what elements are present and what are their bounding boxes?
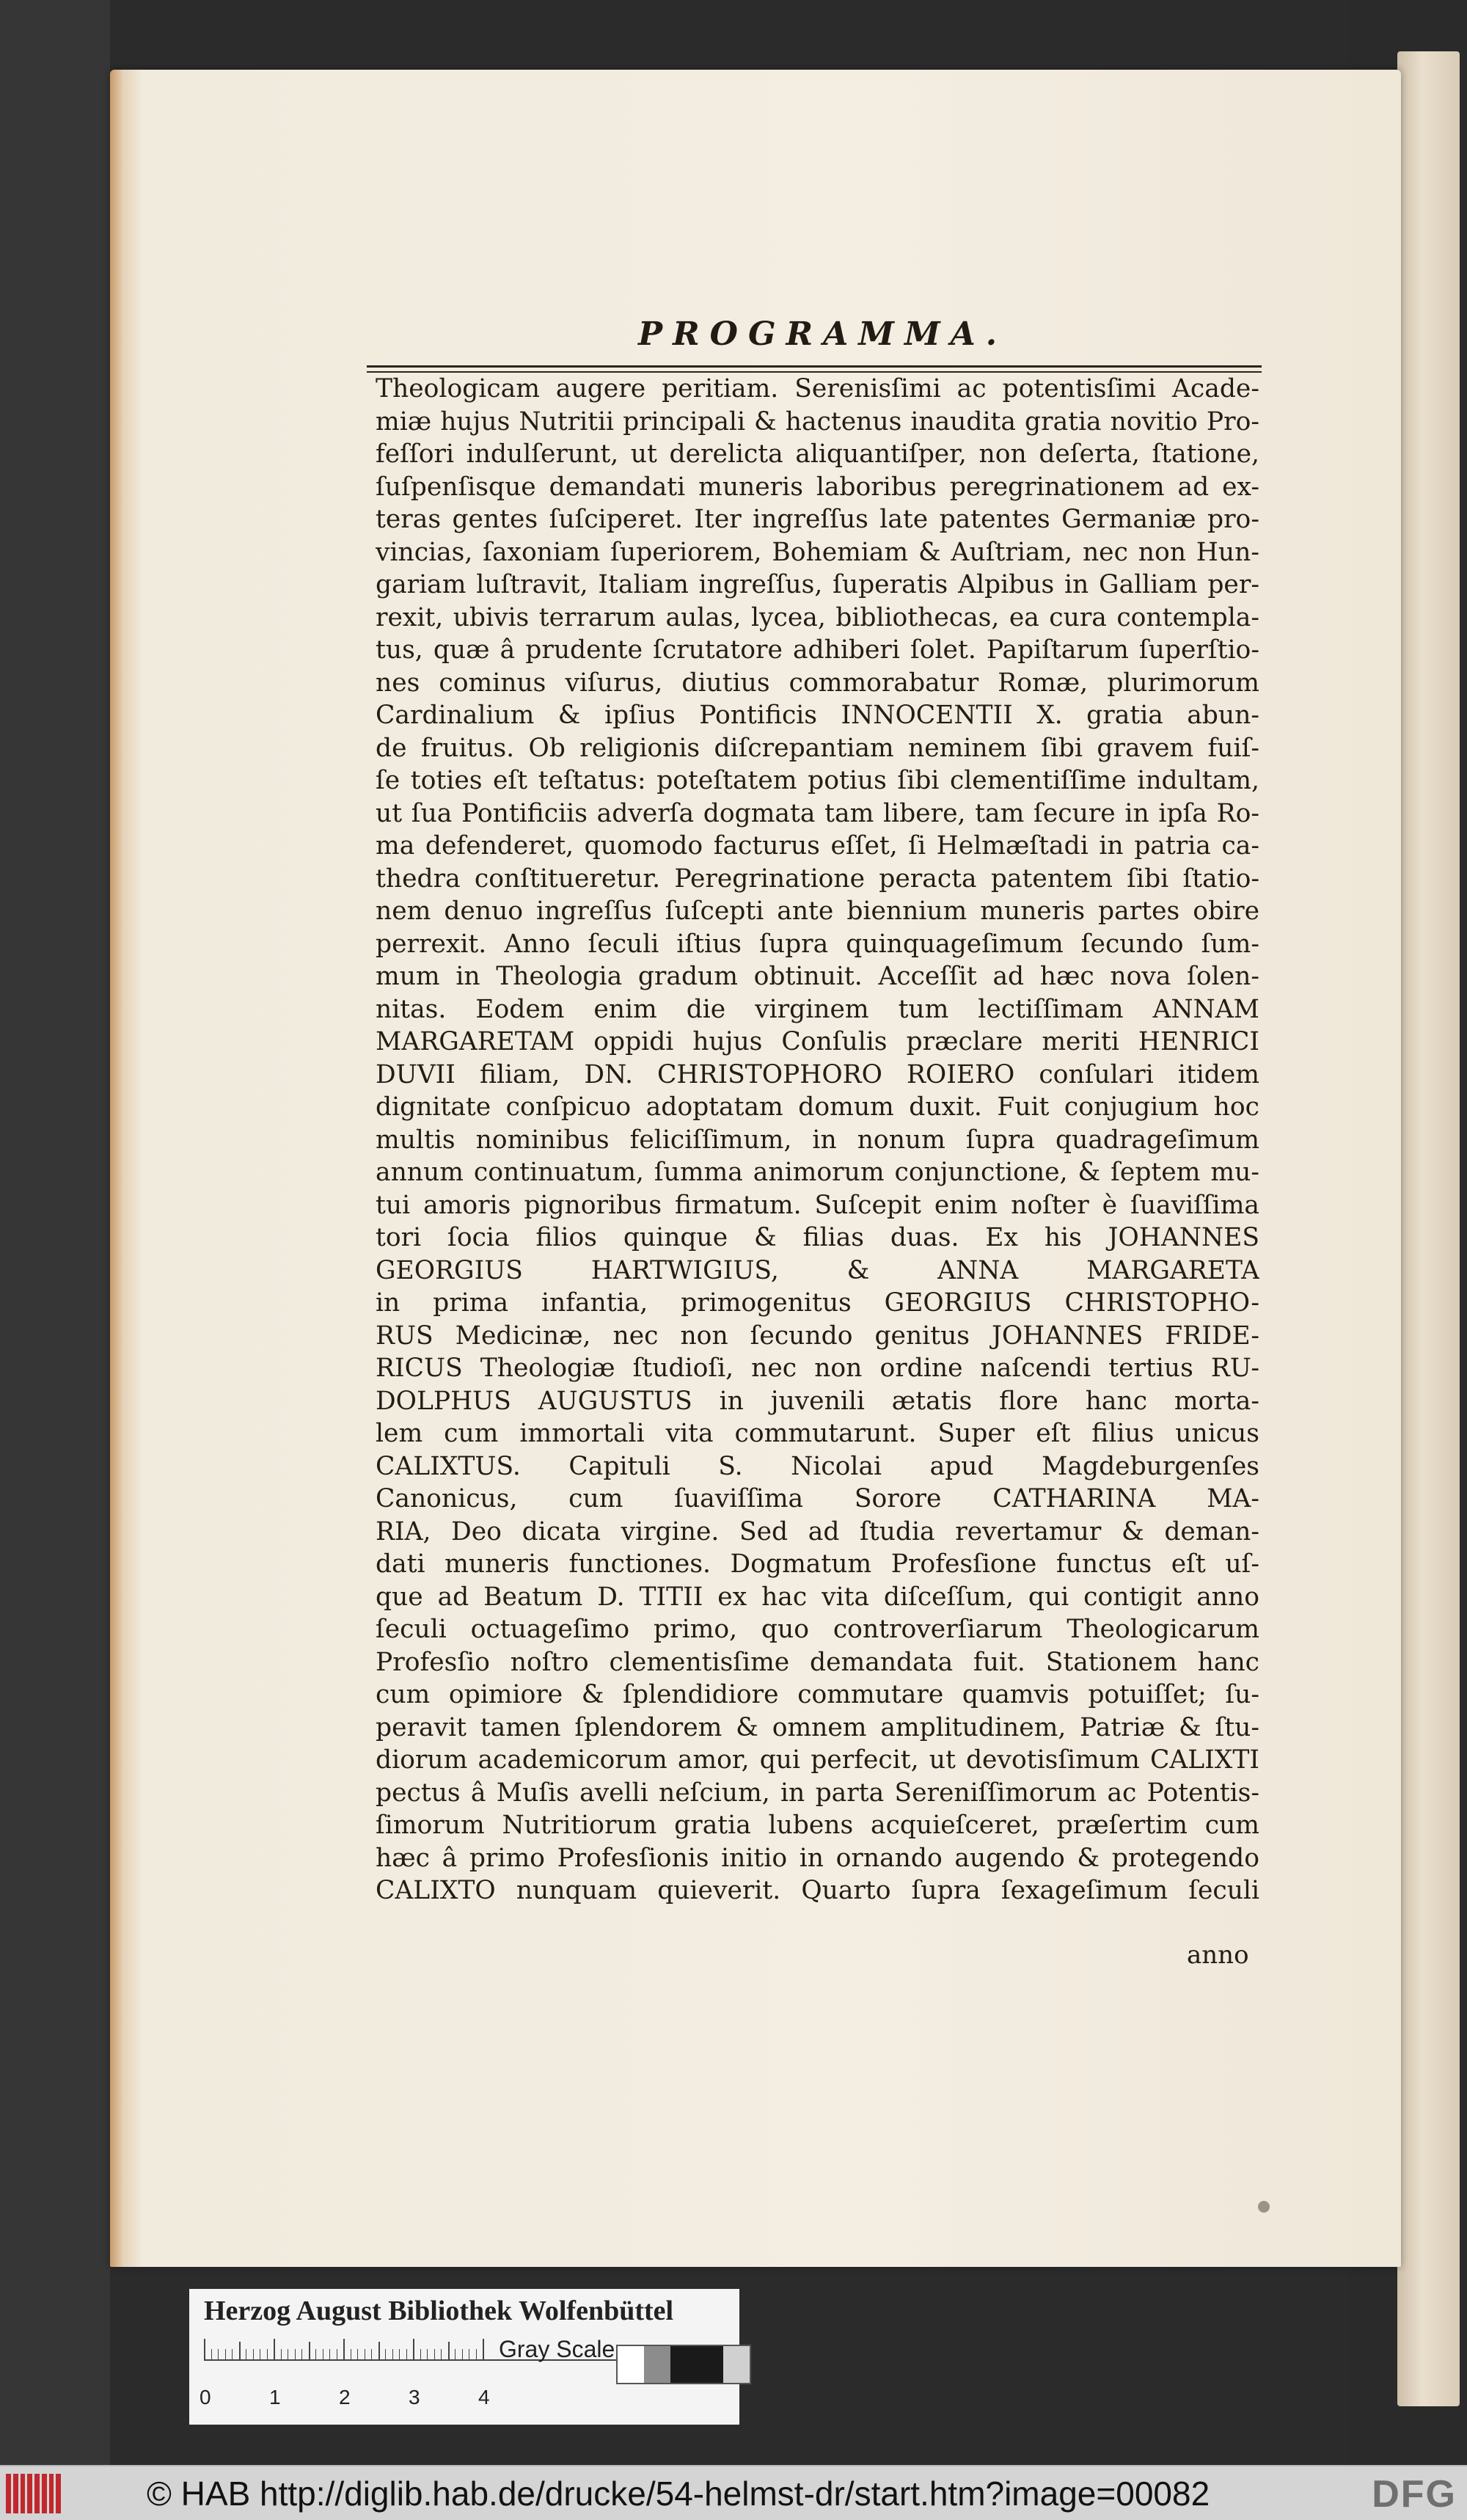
library-name: Herzog August Bibliothek Wolfenbüttel bbox=[204, 2296, 674, 2326]
gray-swatches bbox=[616, 2345, 751, 2384]
ruler-tick bbox=[204, 2339, 205, 2359]
text-line: ſuſpenſisque demandati muneris laboribus peregrinationem ad ex- bbox=[376, 472, 1259, 502]
text-line: ſe toties eſt teſtatus: poteſtatem potius ſibi clementiſſime indultam, bbox=[376, 766, 1259, 795]
text-line: Canonicus, cum ſuaviſſima Sorore CATHARINA MA- bbox=[376, 1484, 1259, 1513]
text-line: RIA, Deo dicata virgine. Sed ad ſtudia revertamur & deman- bbox=[376, 1516, 1259, 1546]
ruler-tick bbox=[413, 2339, 414, 2359]
ruler-tick bbox=[211, 2349, 212, 2359]
text-line: CALIXTUS. Capituli S. Nicolai apud Magdeburgenſes bbox=[376, 1451, 1259, 1481]
scale-number: 4 bbox=[478, 2386, 490, 2408]
ruler-tick bbox=[434, 2349, 435, 2359]
ruler-tick bbox=[399, 2349, 400, 2359]
text-line: RUS Medicinæ, nec non ſecundo genitus JOHANNES FRIDE- bbox=[376, 1321, 1259, 1351]
text-line: DUVII filiam, DN. CHRISTOPHORO ROIERO conſulari itidem bbox=[376, 1059, 1259, 1089]
ruler-tick bbox=[281, 2349, 282, 2359]
ruler-tick bbox=[295, 2349, 296, 2359]
ruler-tick bbox=[483, 2339, 484, 2359]
text-line: miæ hujus Nutritii principali & hactenus inaudita gratia novitio Pro- bbox=[376, 406, 1259, 437]
gray-swatch bbox=[723, 2346, 750, 2383]
ruler-tick bbox=[392, 2349, 393, 2359]
ruler-tick bbox=[455, 2349, 456, 2359]
gray-swatch bbox=[670, 2346, 697, 2383]
text-line: que ad Beatum D. TITII ex hac vita diſceſſum, qui contigit anno bbox=[376, 1582, 1259, 1612]
footer-url[interactable]: © HAB http://diglib.hab.de/drucke/54-helmst-dr/start.htm?image=00082 bbox=[147, 2475, 1210, 2513]
ruler-tick bbox=[329, 2349, 330, 2359]
ruler-tick bbox=[343, 2339, 345, 2359]
ruler-tick bbox=[406, 2349, 407, 2359]
text-line: annum continuatum, ſumma animorum conjunctione, & ſeptem mu- bbox=[376, 1158, 1259, 1187]
text-line: nitas. Eodem enim die virginem tum lectiſſimam ANNAM bbox=[376, 994, 1259, 1024]
gray-swatch bbox=[697, 2346, 723, 2383]
facing-page-edge bbox=[1397, 51, 1460, 2406]
grayscale-card bbox=[189, 2289, 739, 2425]
body-text bbox=[376, 373, 1259, 1907]
heading-rule bbox=[367, 365, 1262, 368]
ruler-tick bbox=[420, 2349, 421, 2359]
footer-bar bbox=[0, 2465, 1467, 2520]
text-line: DOLPHUS AUGUSTUS in juvenili ætatis flore hanc morta- bbox=[376, 1386, 1259, 1416]
gray-swatch bbox=[644, 2346, 670, 2383]
text-line: peravit tamen ſplendorem & omnem amplitudinem, Patriæ & ſtu- bbox=[376, 1712, 1259, 1742]
text-line: in prima infantia, primogenitus GEORGIUS CHRISTOPHO- bbox=[376, 1288, 1259, 1318]
text-line: hæc â primo Profesſionis initio in ornando augendo & protegendo bbox=[376, 1843, 1259, 1873]
ruler-tick bbox=[378, 2342, 380, 2359]
text-line: multis nominibus feliciſſimum, in nonum ſupra quadrageſimum bbox=[376, 1125, 1259, 1155]
text-line: Theologicam augere peritiam. Serenisſimi ac potentisſimi Acade- bbox=[376, 374, 1259, 403]
text-line: vincias, ſaxoniam ſuperiorem, Bohemiam & Auſtriam, nec non Hun- bbox=[376, 537, 1259, 567]
scale-number: 1 bbox=[269, 2386, 281, 2408]
page-heading: PROGRAMMA. bbox=[638, 315, 1008, 353]
gray-swatch bbox=[618, 2346, 644, 2383]
text-line: dati muneris functiones. Dogmatum Profesſione functus eſt uſ- bbox=[376, 1549, 1259, 1579]
ruler-tick bbox=[218, 2349, 219, 2359]
ruler-tick bbox=[301, 2349, 302, 2359]
text-line: pectus â Muſis avelli neſcium, in parta Sereniſſimorum ac Potentis- bbox=[376, 1778, 1259, 1808]
ruler-tick bbox=[239, 2342, 241, 2359]
ruler-tick bbox=[232, 2349, 233, 2359]
ruler-tick bbox=[315, 2349, 316, 2359]
hab-barcode-icon bbox=[6, 2474, 61, 2513]
text-line: dignitate conſpicuo adoptatam domum duxit. Fuit conjugium hoc bbox=[376, 1092, 1259, 1122]
text-line: nes cominus viſurus, diutius commorabatur Romæ, plurimorum bbox=[376, 668, 1259, 698]
text-line: Cardinalium & ipſius Pontificis INNOCENTII X. gratia abun- bbox=[376, 701, 1259, 730]
dfg-logo: DFG bbox=[1372, 2473, 1457, 2516]
ruler-tick bbox=[274, 2339, 275, 2359]
scale-number: 0 bbox=[200, 2386, 211, 2408]
text-line: teras gentes ſuſciperet. Iter ingreſſus late patentes Germaniæ pro- bbox=[376, 505, 1259, 534]
ruler-tick bbox=[448, 2342, 450, 2359]
ruler-tick bbox=[225, 2349, 226, 2359]
text-line: rexit, ubivis terrarum aulas, lycea, bibliothecas, ea cura contempla- bbox=[376, 602, 1259, 632]
text-line: cum opimiore & ſplendidiore commutare quamvis potuiſſet; ſu- bbox=[376, 1680, 1259, 1709]
text-line: tui amoris pignoribus firmatum. Suſcepit enim noſter è ſuaviſſima bbox=[376, 1190, 1259, 1220]
text-line: CALIXTO nunquam quieverit. Quarto ſupra ſexageſimum ſeculi bbox=[376, 1876, 1259, 1905]
text-line: ſimorum Nutritiorum gratia lubens acquieſceret, præſertim cum bbox=[376, 1811, 1259, 1840]
text-line: thedra conſtitueretur. Peregrinatione peracta patentem ſibi ſtatio- bbox=[376, 863, 1259, 894]
catchword: anno bbox=[1187, 1940, 1249, 1970]
text-line: ſeculi octuageſimo primo, quo controverſiarum Theologicarum bbox=[376, 1615, 1259, 1644]
ruler-tick bbox=[462, 2349, 463, 2359]
scanner-background-left bbox=[0, 0, 110, 2465]
ruler-tick bbox=[371, 2349, 372, 2359]
ruler-tick bbox=[385, 2349, 386, 2359]
text-line: tori ſocia filios quinque & filias duas. Ex his JOHANNES bbox=[376, 1223, 1259, 1252]
ruler-tick bbox=[309, 2342, 310, 2359]
ruler-tick bbox=[357, 2349, 358, 2359]
page-mark-dot bbox=[1258, 2201, 1270, 2213]
text-line: nem denuo ingreſſus ſuſcepti ante biennium muneris partes obire bbox=[376, 896, 1259, 926]
text-line: Profesſio noſtro clementisſime demandata fuit. Stationem hanc bbox=[376, 1647, 1259, 1677]
ruler-tick bbox=[267, 2349, 268, 2359]
scale-number: 3 bbox=[409, 2386, 420, 2408]
text-line: lem cum immortali vita commutarunt. Super eſt filius unicus bbox=[376, 1419, 1259, 1448]
ruler-tick bbox=[253, 2349, 254, 2359]
text-line: ma defenderet, quomodo facturus eſſet, ſi Helmæſtadi in patria ca- bbox=[376, 831, 1259, 861]
ruler-tick bbox=[476, 2349, 477, 2359]
text-line: GEORGIUS HARTWIGIUS, & ANNA MARGARETA bbox=[376, 1255, 1259, 1285]
scale-number: 2 bbox=[339, 2386, 351, 2408]
ruler-tick bbox=[427, 2349, 428, 2359]
text-line: diorum academicorum amor, qui perfecit, ut devotisſimum CALIXTI bbox=[376, 1745, 1259, 1775]
text-line: tus, quæ â prudente ſcrutatore adhiberi ſolet. Papiſtarum ſuperſtio- bbox=[376, 635, 1259, 665]
text-line: gariam luſtravit, Italiam ingreſſus, ſuperatis Alpibus in Galliam per- bbox=[376, 570, 1259, 599]
ruler-tick bbox=[441, 2349, 442, 2359]
text-line: ut ſua Pontificiis adverſa dogmata tam libere, tam ſecure in ipſa Ro- bbox=[376, 798, 1259, 828]
text-line: de fruitus. Ob religionis diſcrepantiam neminem ſibi gravem fuiſ- bbox=[376, 733, 1259, 763]
text-line: perrexit. Anno ſeculi iſtius ſupra quinquageſimum ſecundo ſum- bbox=[376, 929, 1259, 959]
text-line: feſſori indulſerunt, ut derelicta aliquantiſper, non deſerta, ſtatione, bbox=[376, 439, 1259, 469]
text-line: mum in Theologia gradum obtinuit. Acceſſit ad hæc nova ſolen- bbox=[376, 962, 1259, 991]
text-line: RICUS Theologiæ ſtudioſi, nec non ordine naſcendi tertius RU- bbox=[376, 1354, 1259, 1383]
gray-scale-label: Gray Scale bbox=[499, 2336, 615, 2362]
text-line: MARGARETAM oppidi hujus Conſulis præclare meriti HENRICI bbox=[376, 1027, 1259, 1056]
